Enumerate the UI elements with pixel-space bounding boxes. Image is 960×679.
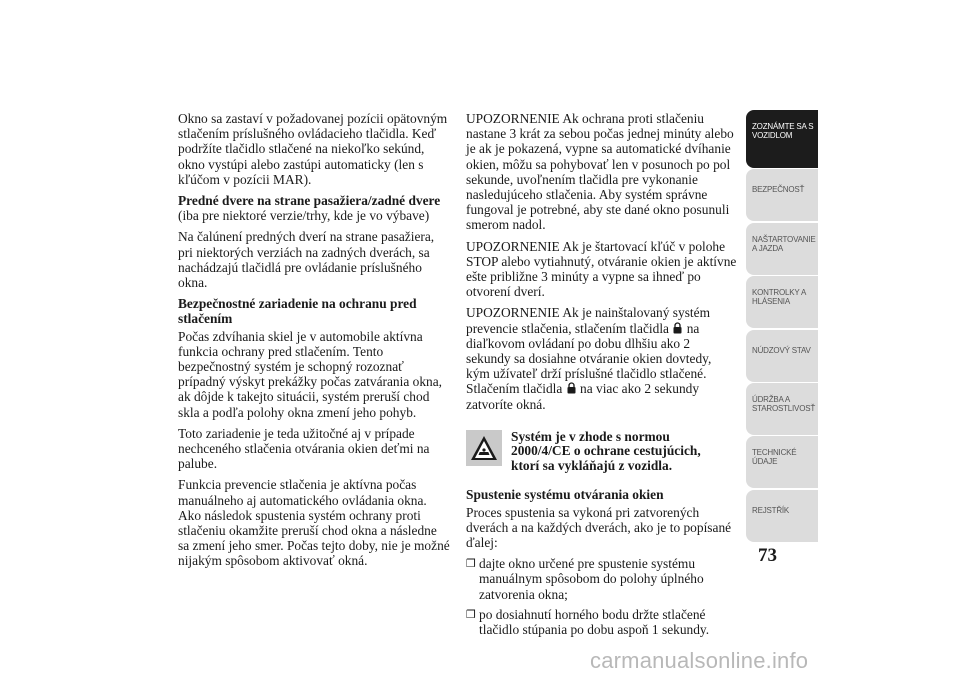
section-heading: Bezpečnostné zariadenie na ochranu pred stlačením xyxy=(178,296,417,327)
tab-udrzba-a-starostlivost[interactable]: ÚDRŽBA A STAROSTLIVOSŤ xyxy=(746,383,818,435)
tab-kontrolky-a-hlasenia[interactable]: KONTROLKY A HLÁSENIA xyxy=(746,276,818,328)
paragraph: Toto zariadenie je teda užitočné aj v prípade nechceného stlačenia otvárania okien deťmi na palube. xyxy=(178,425,430,472)
list-item xyxy=(466,607,738,637)
bullet-marker: ❒ xyxy=(466,607,476,621)
tab-zoznamte-sa-s-vozidlom[interactable]: ZOZNÁMTE SA S VOZIDLOM xyxy=(746,110,818,168)
watermark: carmanualsonline.info xyxy=(590,648,809,673)
list-item xyxy=(466,556,738,602)
bullet-marker: ❒ xyxy=(466,557,476,571)
right-column xyxy=(466,111,738,642)
section-subheading: (iba pre niektoré verzie/trhy, kde je vo výbave) xyxy=(178,208,430,224)
section-heading: Spustenie systému otvárania okien xyxy=(466,487,664,503)
note-text: Systém je v zhode s normou 2000/4/CE o ochrane cestujúcich, ktorí sa vykláňajú z vozidla. xyxy=(511,428,701,473)
paragraph: Počas zdvíhania skiel je v automobile aktívna funkcia ochrany pred stlačením. Tento bezpečnostný systém je schopný rozoznať prípadný výskyt prekážky počas zatvárania okna, ak dôjde k takejto situácii, systém preruší chod skla a podľa polohy okna zmení jeho pohyb. xyxy=(178,328,442,420)
warning-triangle-icon xyxy=(466,430,502,466)
warning-text: UPOZORNENIE Ak je nainštalovaný systém prevencie stlačenia, stlačením tlačidla xyxy=(466,305,710,336)
note-box xyxy=(466,430,738,474)
warning-text: na diaľkovom ovládaní po dobu dlhšiu ako 2 sekundy sa dosiahne otváranie okien dovtedy, kým užívateľ drží príslušné tlačidlo stlačené. Stlačením tlačidla xyxy=(466,320,712,397)
tab-bezpecnost[interactable]: BEZPEČNOSŤ xyxy=(746,169,818,221)
tab-nudzovy-stav[interactable]: NÚDZOVÝ STAV xyxy=(746,330,818,382)
lock-closed-icon xyxy=(673,322,682,334)
left-column xyxy=(178,111,450,575)
page-number: 73 xyxy=(758,545,777,566)
paragraph: Proces spustenia sa vykoná pri zatvorených dverách a na každých dverách, ako je to popísané ďalej: xyxy=(466,504,732,550)
tab-technicke-udaje[interactable]: TECHNICKÉ ÚDAJE xyxy=(746,436,818,488)
warning-text: na viac ako 2 sekundy zatvoríte okná. xyxy=(466,381,700,412)
warning-paragraph: UPOZORNENIE Ak je štartovací kľúč v polohe STOP alebo vytiahnutý, otváranie okien je aktívne ešte približne 3 minúty a vypne sa ihneď po otvorení dverí. xyxy=(466,238,737,300)
list-item-text: po dosiahnutí horného bodu držte stlačené tlačidlo stúpania po dobu aspoň 1 sekundy. xyxy=(479,606,710,637)
tab-nastartovanie-a-jazda[interactable]: NAŠTARTOVANIE A JAZDA xyxy=(746,223,818,275)
tab-rejstrik[interactable]: REJSTŘÍK xyxy=(746,490,818,542)
paragraph: Na čalúnení predných dverí na strane pasažiera, pri niektorých verziách na zadných dverách, sa nachádzajú tlačidlá pre ovládanie príslušného okna. xyxy=(178,229,435,291)
paragraph: Funkcia prevencie stlačenia je aktívna počas manuálneho aj automatického ovládania okna. Ako následok spustenia systém ochrany proti stlačeniu okamžite preruší chod okna a následne sa zmení jeho smer. Počas tejto doby, nie je možné nijakým spôsobom aktivovať okná. xyxy=(178,477,450,569)
chapter-tabs xyxy=(746,110,818,543)
lock-closed-icon xyxy=(567,382,576,394)
warning-paragraph xyxy=(466,305,738,411)
paragraph: Okno sa zastaví v požadovanej pozícii opätovným stlačením príslušného ovládacieho tlačidla. Keď podržíte tlačidlo stlačené na niekoľko sekúnd, okno vystúpi alebo zastúpi automaticky (len s kľúčom v pozícii MAR). xyxy=(178,111,448,187)
warning-paragraph: UPOZORNENIE Ak ochrana proti stlačeniu nastane 3 krát za sebou počas jednej minúty alebo je ak je pokazená, vypne sa automatické dvíhanie okien, môžu sa pohybovať len v posunoch po pol sekunde, uvoľnením tlačidla pre vykonanie nasledujúceho stlačenia. Aby systém správne fungoval je potrebné, aby ste dané okno posunuli smerom nadol. xyxy=(466,111,734,233)
section-heading: Predné dvere na strane pasažiera/zadné dvere xyxy=(178,193,441,209)
list-item-text: dajte okno určené pre spustenie systému manuálnym spôsobom do polohy úplného zatvorenia okna; xyxy=(479,556,704,602)
